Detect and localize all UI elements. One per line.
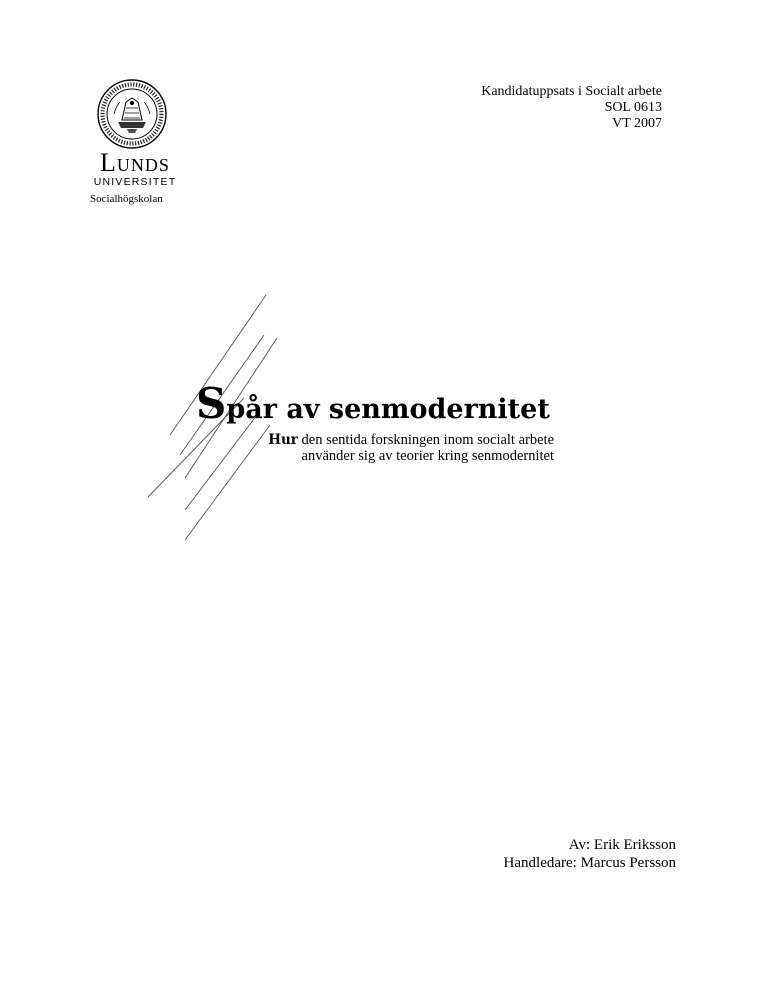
subtitle-line-1-rest: den sentida forskningen inom socialt arbete: [297, 432, 554, 448]
logo-wordmark-sub: UNIVERSITET: [93, 176, 177, 188]
title-block: [196, 379, 556, 464]
course-term: VT 2007: [612, 116, 662, 131]
logo-wordmark: [90, 150, 180, 188]
department-name: Socialhögskolan: [90, 193, 163, 205]
subtitle-lead-word: Hur: [268, 432, 298, 448]
course-title: Kandidatuppsats i Socialt arbete: [481, 84, 662, 99]
course-code: SOL 0613: [604, 100, 662, 115]
subtitle-line-1: [196, 432, 554, 448]
logo-wordmark-main: Lunds: [100, 148, 170, 177]
subtitle-line-2: använder sig av teorier kring senmodernitet: [301, 448, 554, 464]
author-name: Av: Erik Eriksson: [568, 837, 676, 853]
title-initial: S: [196, 379, 227, 428]
author-info: [504, 836, 676, 872]
course-info: [481, 84, 662, 132]
supervisor-name: Handledare: Marcus Persson: [503, 855, 676, 871]
university-seal-icon: [96, 78, 168, 150]
page-title: [196, 379, 556, 430]
title-rest: pår av senmodernitet: [226, 394, 550, 425]
subtitle: [196, 432, 556, 464]
